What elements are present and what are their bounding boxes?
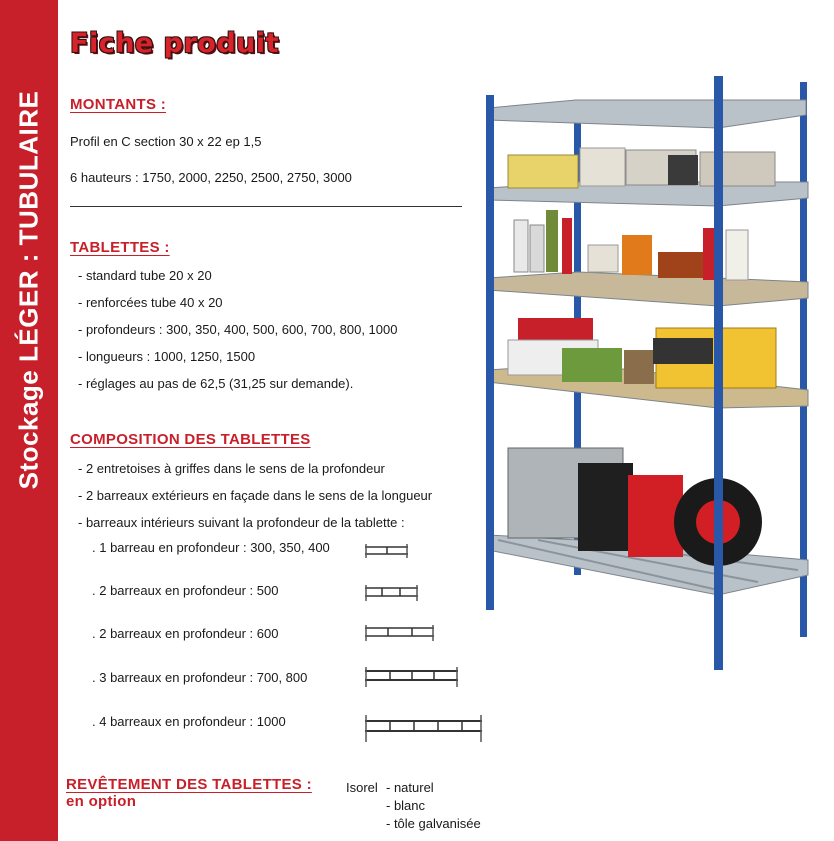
- montants-line: Profil en C section 30 x 22 ep 1,5: [70, 134, 262, 149]
- shelf-bar-1-icon: [362, 541, 412, 561]
- tablettes-item: - réglages au pas de 62,5 (31,25 sur demande).: [78, 376, 354, 391]
- shelf-bar-4-icon: [362, 712, 486, 746]
- shelf-3: [488, 272, 808, 306]
- revetement-heading: REVÊTEMENT DES TABLETTES :: [66, 776, 312, 793]
- box-item: [588, 245, 618, 272]
- box-item: [508, 155, 578, 188]
- box-item: [700, 152, 775, 186]
- bottle-item: [546, 210, 558, 272]
- front-right-upright: [714, 76, 723, 670]
- box-item: [653, 338, 713, 364]
- box-item: [562, 348, 622, 382]
- bottle-item: [514, 220, 528, 272]
- revetement-finish: - tôle galvanisée: [386, 816, 481, 831]
- tablettes-heading: TABLETTES :: [70, 239, 170, 256]
- sidebar-title: Stockage LÉGER : TUBULAIRE: [13, 90, 44, 490]
- section-divider: [70, 206, 462, 207]
- jerrycan-item: [578, 463, 633, 551]
- revetement-material: Isorel: [346, 780, 378, 795]
- shelving-unit-illustration: [478, 70, 823, 670]
- box-item: [518, 318, 593, 340]
- tablettes-item: - profondeurs : 300, 350, 400, 500, 600, 700, 800, 1000: [78, 322, 398, 337]
- shelf-top: [488, 100, 806, 128]
- sidebar-banner: [0, 0, 58, 841]
- montants-line: 6 hauteurs : 1750, 2000, 2250, 2500, 2750, 3000: [70, 170, 352, 185]
- tablettes-item: - standard tube 20 x 20: [78, 268, 212, 283]
- shelf-bar-2b-icon: [362, 622, 438, 644]
- page-title: Fiche produit: [70, 28, 280, 59]
- composition-item: - 2 barreaux extérieurs en façade dans le sens de la longueur: [78, 488, 433, 503]
- bar-option: . 4 barreaux en profondeur : 1000: [92, 714, 286, 729]
- revetement-finish: - naturel: [386, 780, 434, 795]
- composition-item: - barreaux intérieurs suivant la profondeur de la tablette :: [78, 515, 405, 530]
- tablettes-item: - renforcées tube 40 x 20: [78, 295, 223, 310]
- shelf-bar-2-icon: [362, 582, 422, 604]
- box-item: [622, 235, 652, 275]
- front-left-upright: [486, 95, 494, 610]
- box-item: [624, 350, 654, 384]
- box-item: [658, 252, 703, 278]
- tablettes-item: - longueurs : 1000, 1250, 1500: [78, 349, 256, 364]
- bar-option: . 3 barreaux en profondeur : 700, 800: [92, 670, 308, 685]
- back-right-upright: [800, 82, 807, 637]
- box-item: [580, 148, 625, 186]
- bar-option: . 1 barreau en profondeur : 300, 350, 400: [92, 540, 330, 555]
- bar-option: . 2 barreaux en profondeur : 500: [92, 583, 279, 598]
- revetement-finish: - blanc: [386, 798, 426, 813]
- bottle-item: [562, 218, 572, 274]
- revetement-subheading: en option: [66, 793, 137, 810]
- montants-heading: MONTANTS :: [70, 96, 167, 113]
- composition-item: - 2 entretoises à griffes dans le sens de la profondeur: [78, 461, 385, 476]
- bottle-item: [530, 225, 544, 272]
- bar-option: . 2 barreaux en profondeur : 600: [92, 626, 279, 641]
- composition-heading: COMPOSITION DES TABLETTES: [70, 431, 311, 448]
- shelf-bar-3-icon: [362, 664, 462, 690]
- box-item: [668, 155, 698, 185]
- bottle-item: [726, 230, 748, 280]
